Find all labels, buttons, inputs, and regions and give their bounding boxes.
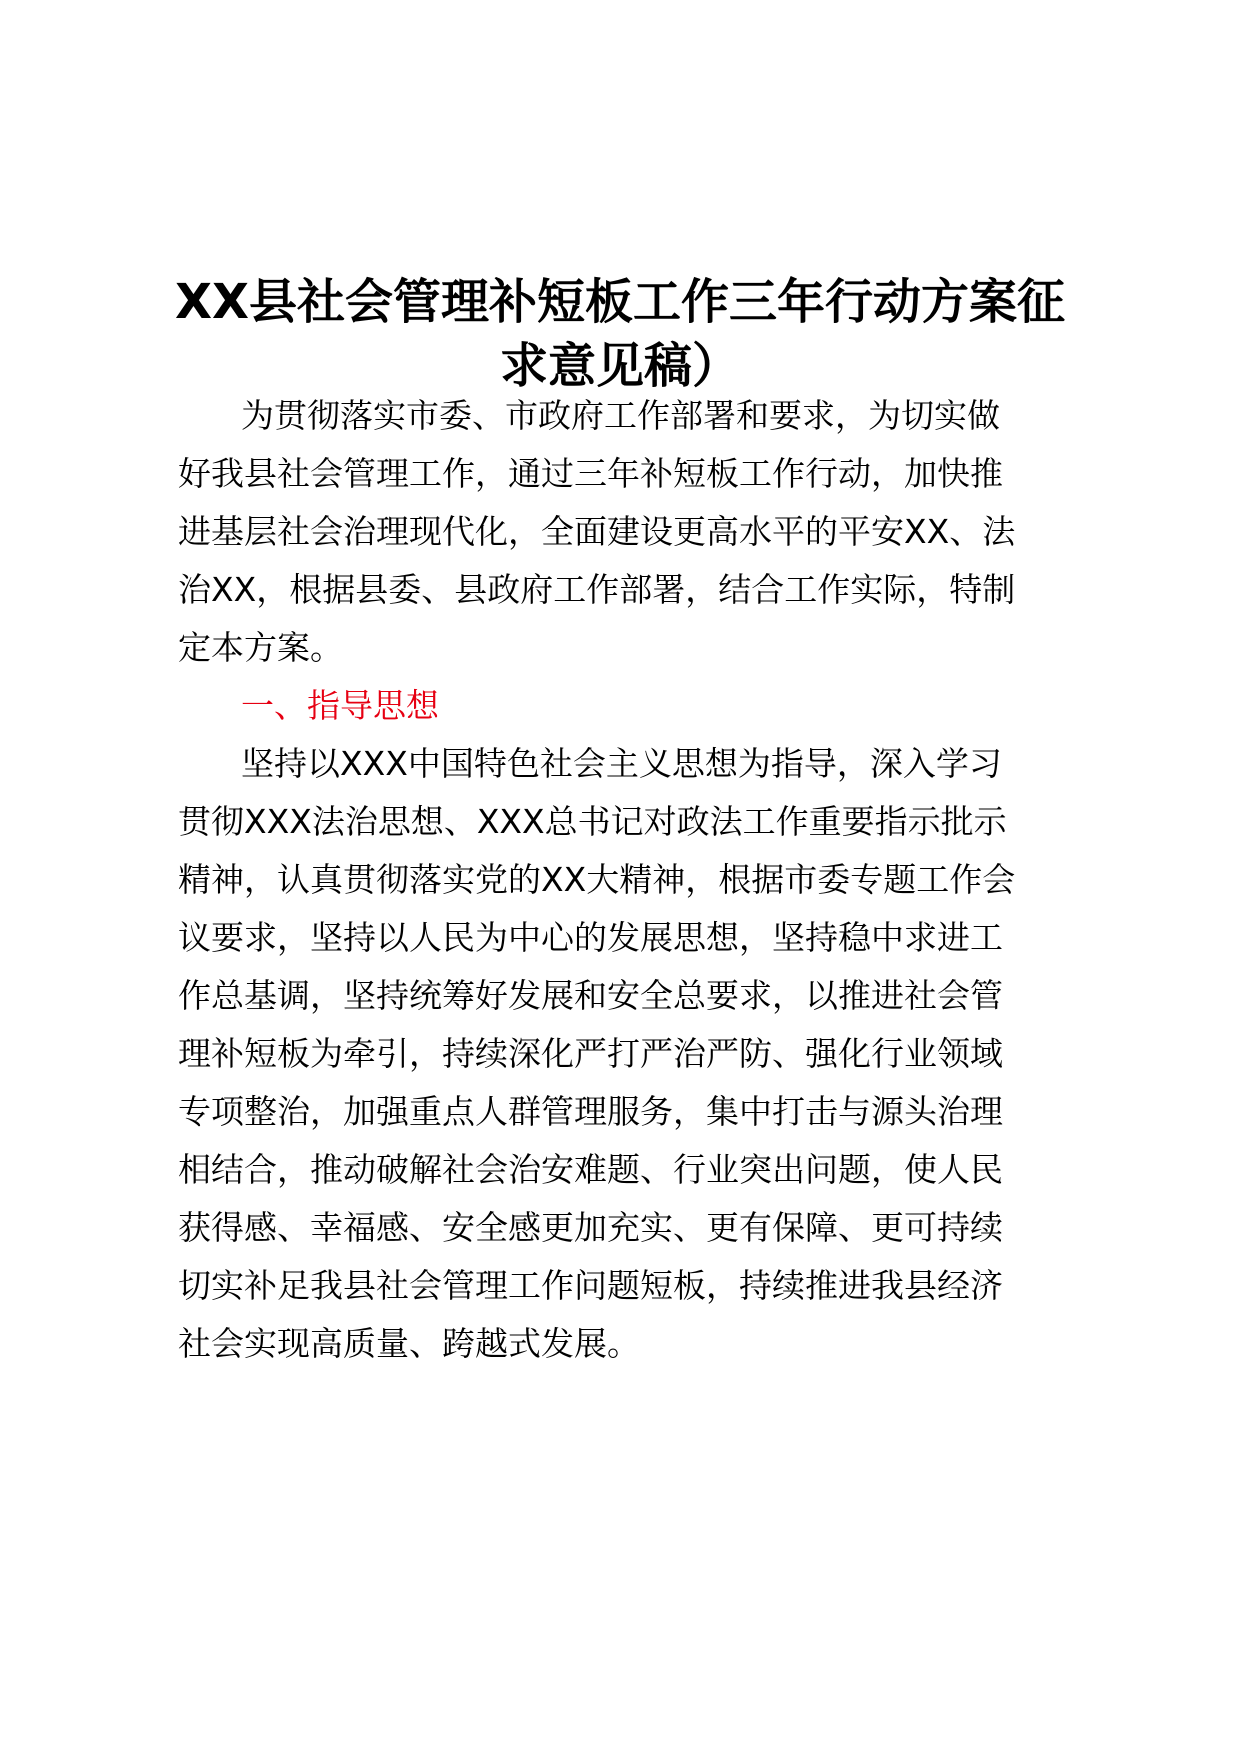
section-heading-guiding-ideology: 一、指导思想 — [241, 686, 439, 725]
body-paragraph-line-11: 社会实现高质量、跨越式发展。 — [178, 1324, 640, 1363]
body-paragraph-line-8: 相结合，推动破解社会治安难题、行业突出问题，使人民 — [178, 1150, 1003, 1189]
intro-paragraph-line-3: 进基层社会治理现代化，全面建设更高水平的平安XX、法 — [178, 512, 1016, 551]
intro-paragraph-line-4: 治XX，根据县委、县政府工作部署，结合工作实际，特制 — [178, 570, 1016, 609]
intro-paragraph-line-2: 好我县社会管理工作，通过三年补短板工作行动，加快推 — [178, 454, 1003, 493]
body-paragraph-line-10: 切实补足我县社会管理工作问题短板，持续推进我县经济 — [178, 1266, 1003, 1305]
intro-paragraph-line-5: 定本方案。 — [178, 628, 343, 667]
body-paragraph-line-6: 理补短板为牵引，持续深化严打严治严防、强化行业领域 — [178, 1034, 1003, 1073]
body-paragraph-line-3: 精神，认真贯彻落实党的XX大精神，根据市委专题工作会 — [178, 860, 1016, 899]
body-paragraph-line-1: 坚持以XXX中国特色社会主义思想为指导，深入学习 — [241, 744, 1002, 783]
document-title-line-2: 求意见稿） — [499, 338, 740, 394]
body-paragraph-line-2: 贯彻XXX法治思想、XXX总书记对政法工作重要指示批示 — [178, 802, 1007, 841]
body-paragraph-line-9: 获得感、幸福感、安全感更加充实、更有保障、更可持续 — [178, 1208, 1003, 1247]
intro-paragraph-line-1: 为贯彻落实市委、市政府工作部署和要求，为切实做 — [241, 396, 1000, 435]
body-paragraph-line-5: 作总基调，坚持统筹好发展和安全总要求，以推进社会管 — [178, 976, 1003, 1015]
body-paragraph-line-4: 议要求，坚持以人民为中心的发展思想，坚持稳中求进工 — [178, 918, 1003, 957]
document-title-line-1: XX县社会管理补短板工作三年行动方案征 — [174, 274, 1066, 330]
body-paragraph-line-7: 专项整治，加强重点人群管理服务，集中打击与源头治理 — [178, 1092, 1003, 1131]
